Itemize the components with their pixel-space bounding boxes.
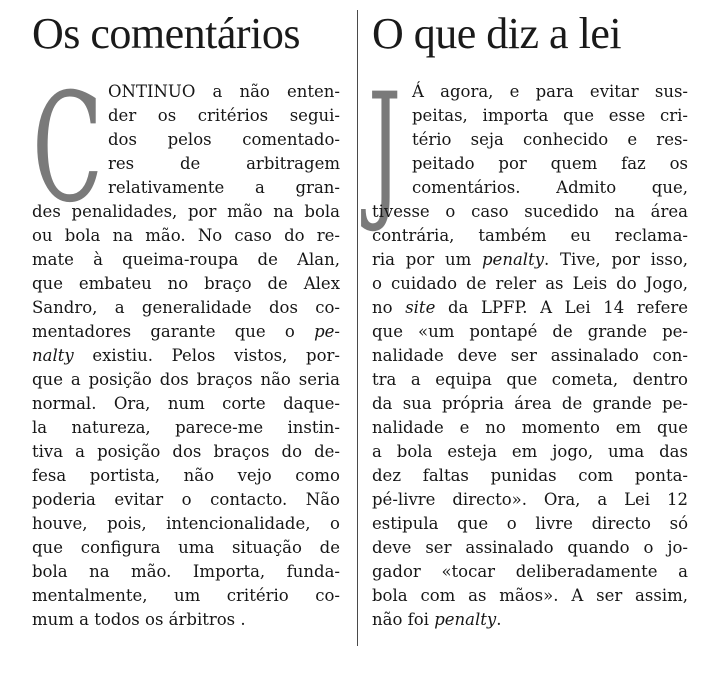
text-line: bola com as mãos». A ser assim, <box>372 586 688 605</box>
drop-cap-c: C <box>32 62 104 236</box>
text-line: Sandro, a generalidade dos co- <box>32 298 340 317</box>
text-line: contrária, também eu reclama- <box>372 226 688 245</box>
column-divider <box>357 10 358 646</box>
text-line: ONTINUO a não enten- <box>108 82 340 101</box>
text-line: da sua própria área de grande pe- <box>372 394 688 413</box>
text-line: peitado por quem faz os <box>412 154 688 173</box>
text-line: que a posição dos braços não seria <box>32 370 340 389</box>
headline-left: Os comentários <box>32 9 300 58</box>
text-line: dos pelos comentado- <box>108 130 340 149</box>
text-line: peitas, importa que esse cri- <box>412 106 688 125</box>
text-line: mentalmente, um critério co- <box>32 586 340 605</box>
text-line: a bola esteja em jogo, uma das <box>372 442 688 461</box>
text-line: mentadores garante que o pe- <box>32 322 340 341</box>
text-line: normal. Ora, num corte daque- <box>32 394 340 413</box>
drop-cap-j: J <box>368 62 402 236</box>
text-line: estipula que o livre directo só <box>372 514 688 533</box>
text-line: que embateu no braço de Alex <box>32 274 340 293</box>
text-line: tivesse o caso sucedido na área <box>372 202 688 221</box>
text-line: o cuidado de reler as Leis do Jogo, <box>372 274 688 293</box>
text-line: ria por um penalty. Tive, por isso, <box>372 250 688 269</box>
text-line: res de arbitragem <box>108 154 340 173</box>
text-line: comentários. Admito que, <box>412 178 688 197</box>
text-line: não foi penalty. <box>372 610 502 629</box>
text-line: tiva a posição dos braços do de- <box>32 442 340 461</box>
text-line: gador «tocar deliberadamente a <box>372 562 688 581</box>
text-line: mate à queima-roupa de Alan, <box>32 250 340 269</box>
text-line: bola na mão. Importa, funda- <box>32 562 340 581</box>
text-line: mum a todos os árbitros . <box>32 610 246 629</box>
text-line: houve, pois, intencionalidade, o <box>32 514 340 533</box>
text-line: nalidade e no momento em que <box>372 418 688 437</box>
text-line: ou bola na mão. No caso do re- <box>32 226 340 245</box>
text-line: la natureza, parece-me instin- <box>32 418 340 437</box>
text-line: dez faltas punidas com ponta- <box>372 466 688 485</box>
text-line: poderia evitar o contacto. Não <box>32 490 340 509</box>
headline-right: O que diz a lei <box>372 9 622 58</box>
text-line: que «um pontapé de grande pe- <box>372 322 688 341</box>
text-line: tra a equipa que cometa, dentro <box>372 370 688 389</box>
text-line: no site da LPFP. A Lei 14 refere <box>372 298 689 317</box>
text-line: fesa portista, não vejo como <box>32 466 340 485</box>
text-line: Á agora, e para evitar sus- <box>412 82 688 101</box>
text-line: nalidade deve ser assinalado con- <box>372 346 688 365</box>
text-line: der os critérios segui- <box>108 106 340 125</box>
text-line: nalty existiu. Pelos vistos, por- <box>32 346 340 365</box>
text-line: tério seja conhecido e res- <box>412 130 688 149</box>
text-line: deve ser assinalado quando o jo- <box>372 538 688 557</box>
text-line: pé-livre directo». Ora, a Lei 12 <box>372 490 688 509</box>
text-line: relativamente a gran- <box>108 178 340 197</box>
text-line: que configura uma situação de <box>32 538 340 557</box>
text-line: des penalidades, por mão na bola <box>32 202 340 221</box>
